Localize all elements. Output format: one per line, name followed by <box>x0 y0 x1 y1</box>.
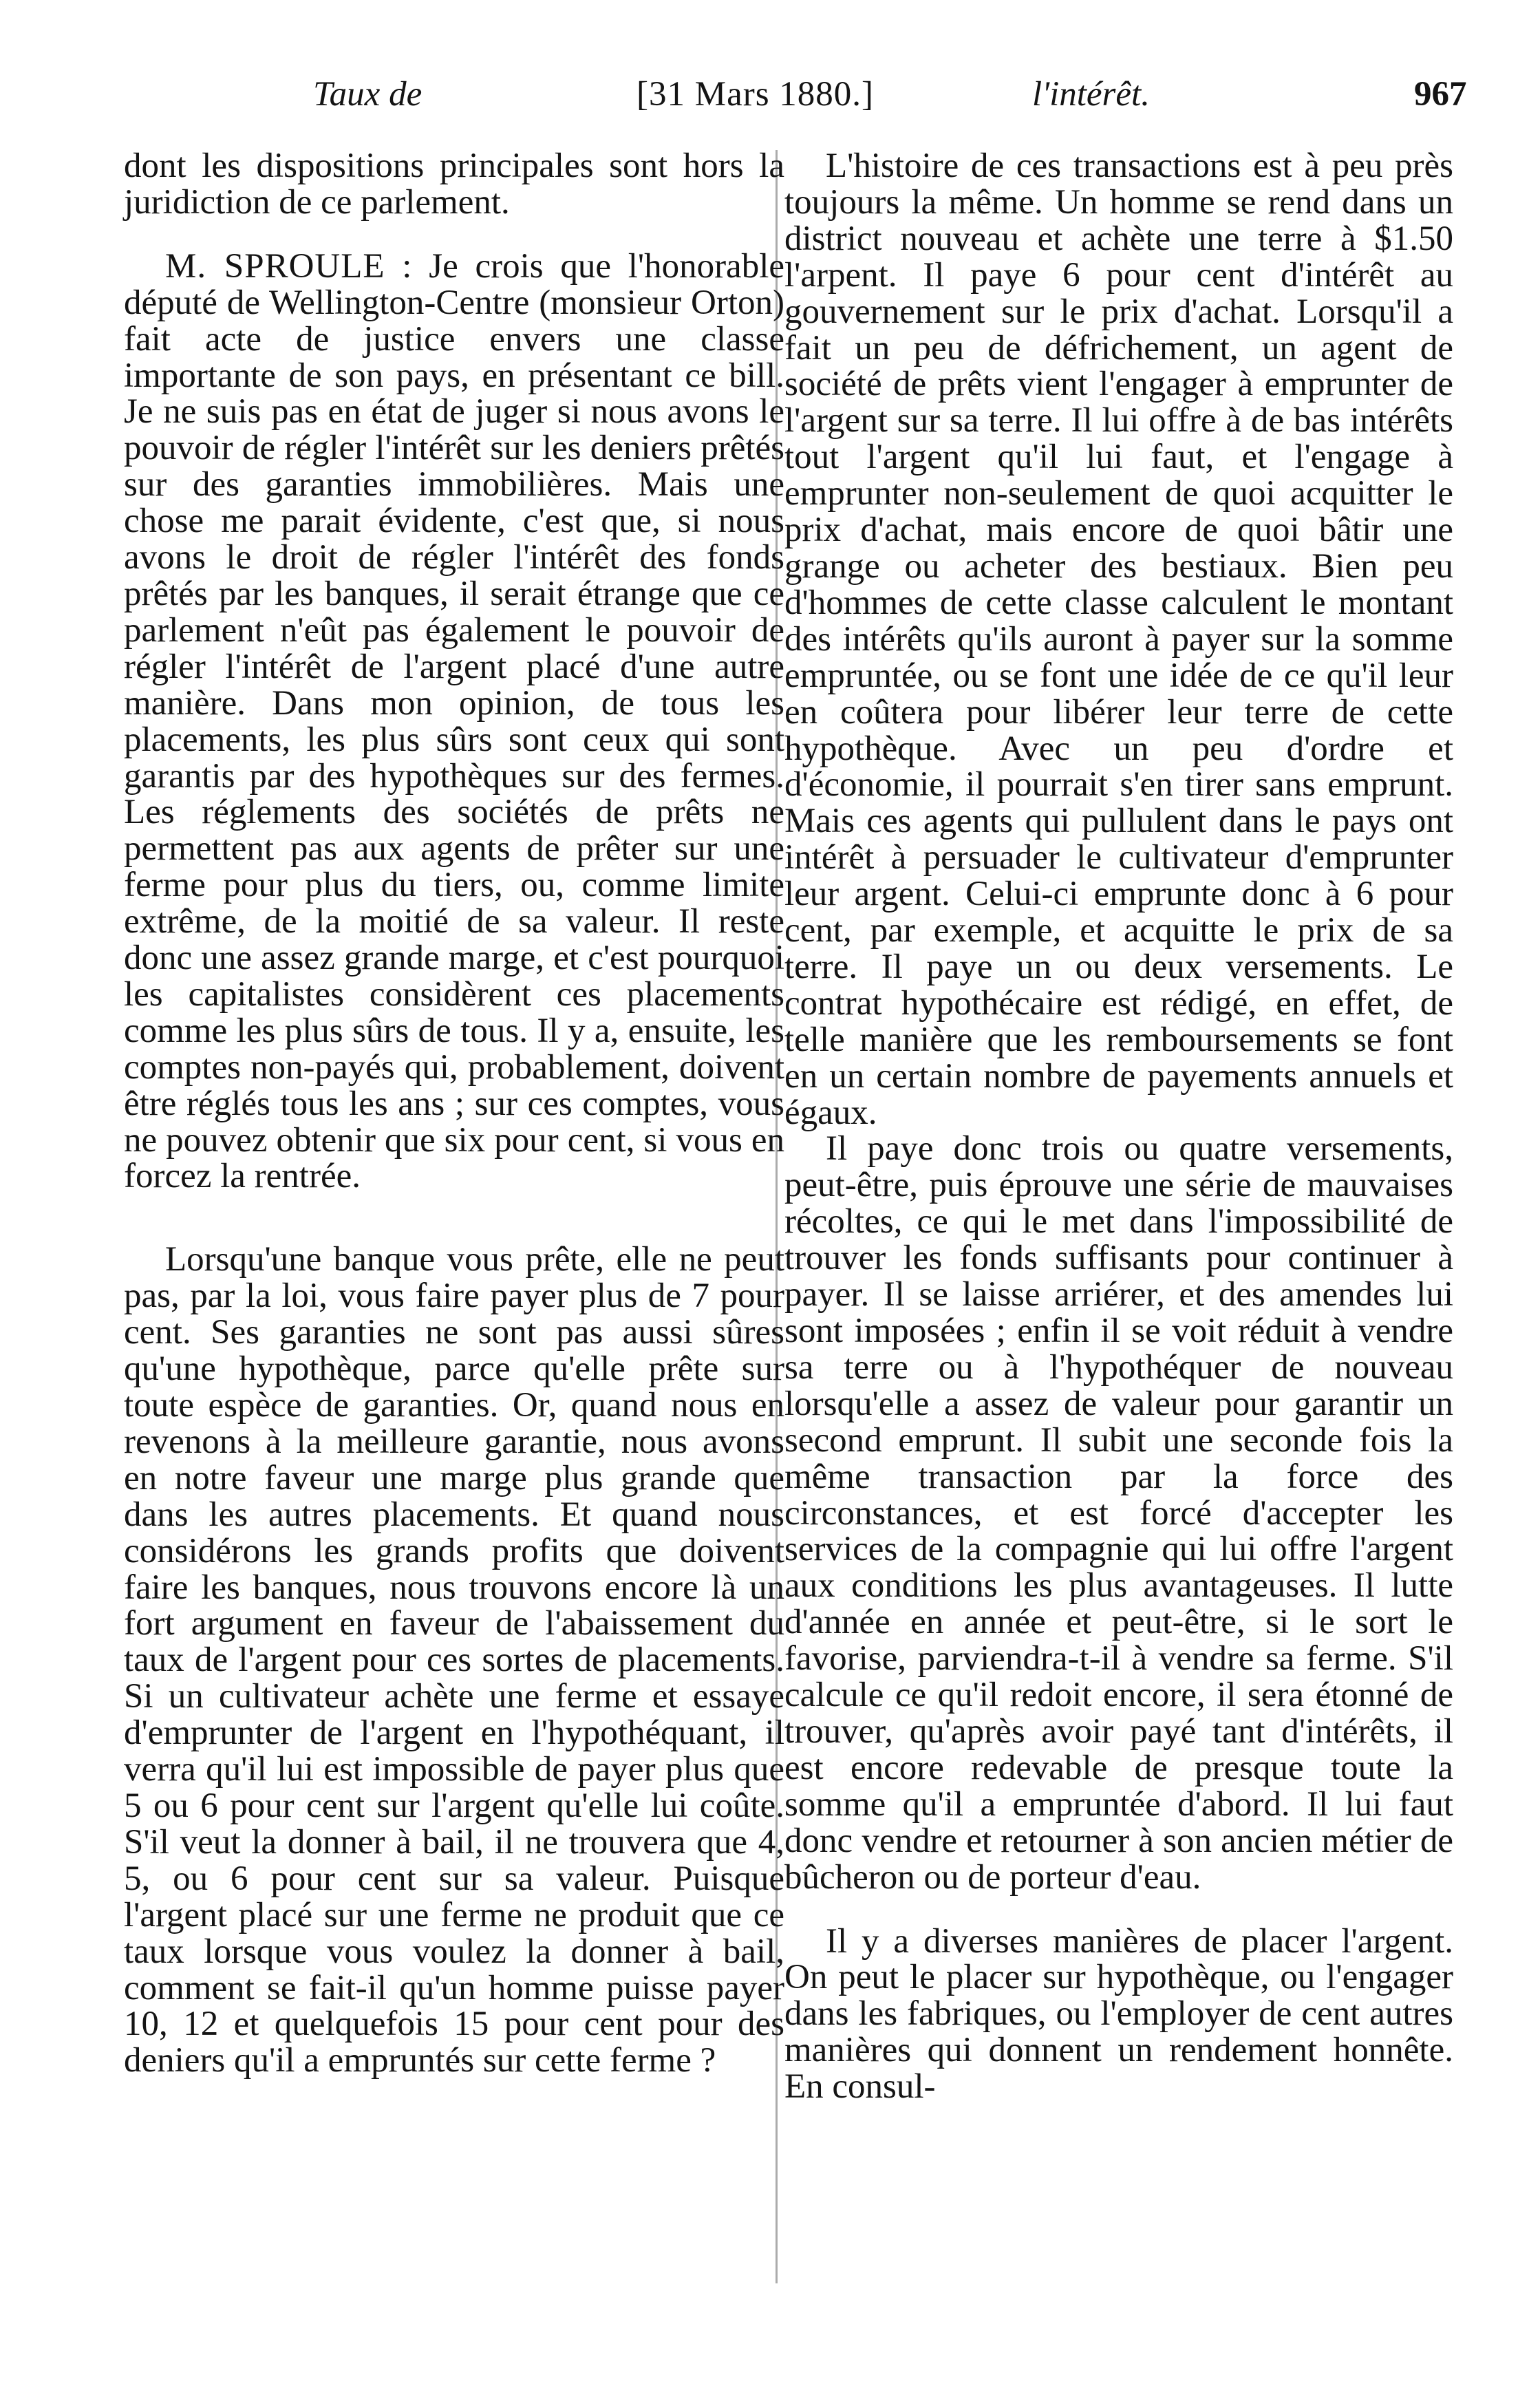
header-left: Taux de <box>313 75 423 114</box>
paragraph: Il paye donc trois ou quatre versements, peut-être, puis éprouve une série de mauvaises récoltes, ce qui le met dans l'impossibilité de trouver les fonds suffisants pour continuer à payer. Il se laisse arriérer, et des amendes lui sont imposées ; enfin il se voit réduit à vendre sa terre ou à l'hypothéquer de nouveau lorsqu'elle a assez de valeur pour garantir un second emprunt. Il subit une seconde fois la même transaction par la force des circonstances, et est forcé d'accepter les services de la compagnie qui lui offre l'argent aux conditions les plus avantageuses. Il lutte d'année en année et peut-être, si le sort le favorise, parviendra-t-il à vendre sa ferme. S'il calcule ce qu'il redoit encore, il sera étonné de trouver, qu'après avoir payé tant d'intérêts, il est encore redevable de presque toute la somme qu'il a empruntée d'abord. Il lui faut donc vendre et retourner à son ancien métier de bûcheron ou de porteur d'eau. <box>784 1129 1453 1897</box>
speech-paragraph <box>124 248 784 1195</box>
paragraph: dont les dispositions principales sont hors la juridiction de ce parlement. <box>124 147 784 222</box>
header-right: l'intérêt. <box>1032 75 1150 114</box>
paragraph: Lorsqu'une banque vous prête, elle ne peut pas, par la loi, vous faire payer plus de 7 pour cent. Ses garanties ne sont pas aussi sûres qu'une hypothèque, parce qu'elle prête sur toute espèce de garanties. Or, quand nous en revenons à la meilleure garantie, nous avons en notre faveur une marge plus grande que dans les autres placements. Et quand nous considérons les grands profits que doivent faire les banques, nous trouvons encore là un fort argument en faveur de l'abaissement du taux de l'argent pour ces sortes de placements. Si un cultivateur achète une ferme et essaye d'emprunter de l'argent en l'hypothéquant, il verra qu'il lui est impossible de payer plus que 5 ou 6 pour cent sur l'argent qu'elle lui coûte. S'il veut la donner à bail, il ne trouvera que 4, 5, ou 6 pour cent sur sa valeur. Puisque l'argent placé sur une ferme ne produit que ce taux lorsque vous voulez la donner à bail, comment se fait-il qu'un homme puisse payer 10, 12 et quelquefois 15 pour cent pour des deniers qu'il a empruntés sur cette ferme ? <box>124 1240 784 2080</box>
speech-text: : Je crois que l'honorable député de Wellington-Centre (monsieur Orton) fait acte de justice envers une classe importante de son pays, en présentant ce bill. Je ne suis pas en état de juger si nous avons le pouvoir de régler l'intérêt sur les deniers prêtés sur des garanties immobilières. Mais une chose me parait évidente, c'est que, si nous avons le droit de régler l'intérêt des fonds prêtés par les banques, il serait étrange que ce parlement n'eût pas également le pouvoir de régler l'intérêt de l'argent placé d'une autre manière. Dans mon opinion, de tous les placements, les plus sûrs sont ceux qui sont garantis par des hypothèques sur des fermes. Les réglements des sociétés de prêts ne permettent pas aux agents de prêter sur une ferme pour plus du tiers, ou, comme limite extrême, de la moitié de sa valeur. Il reste donc une assez grande marge, et c'est pourquoi les capitalistes considèrent ces placements comme les plus sûrs de tous. Il y a, ensuite, les comptes non-payés qui, probablement, doivent être réglés tous les ans ; sur ces comptes, vous ne pouvez obtenir que six pour cent, si vous en forcez la rentrée. <box>124 246 784 1196</box>
right-column <box>784 148 1453 2105</box>
header-date: [31 Mars 1880.] <box>637 75 875 114</box>
page-number: 967 <box>1414 75 1467 114</box>
speaker-name: M. SPROULE <box>165 246 385 286</box>
page-header <box>0 74 1540 129</box>
left-column <box>124 148 784 2079</box>
paragraph: L'histoire de ces transactions est à peu près toujours la même. Un homme se rend dans un district nouveau et achète une terre à $1.50 l'arpent. Il paye 6 pour cent d'intérêt au gouvernement sur le prix d'achat. Lorsqu'il a fait un peu de défrichement, un agent de société de prêts vient l'engager à emprunter de l'argent sur sa terre. Il lui offre à de bas intérêts tout l'argent qu'il lui faut, et l'engage à emprunter non-seulement de quoi acquitter le prix d'achat, mais encore de quoi bâtir une grange ou acheter des bestiaux. Bien peu d'hommes de cette classe calculent le montant des intérêts qu'ils auront à payer sur la somme empruntée, ou se font une idée de ce qu'il leur en coûtera pour libérer leur terre de cette hypothèque. Avec un peu d'ordre et d'économie, il pourrait s'en tirer sans emprunt. Mais ces agents qui pullulent dans le pays ont intérêt à persuader le cultivateur d'emprunter leur argent. Celui-ci emprunte donc à 6 pour cent, par exemple, et acquitte le prix de sa terre. Il paye un ou deux versements. Le contrat hypothécaire est rédigé, en effet, de telle manière que les remboursements se font en un certain nombre de payements annuels et égaux. <box>784 147 1453 1132</box>
paragraph: Il y a diverses manières de placer l'argent. On peut le placer sur hypothèque, ou l'engager dans les fabriques, ou l'employer de cent autres manières qui donnent un rendement honnête. En consul- <box>784 1921 1453 2107</box>
